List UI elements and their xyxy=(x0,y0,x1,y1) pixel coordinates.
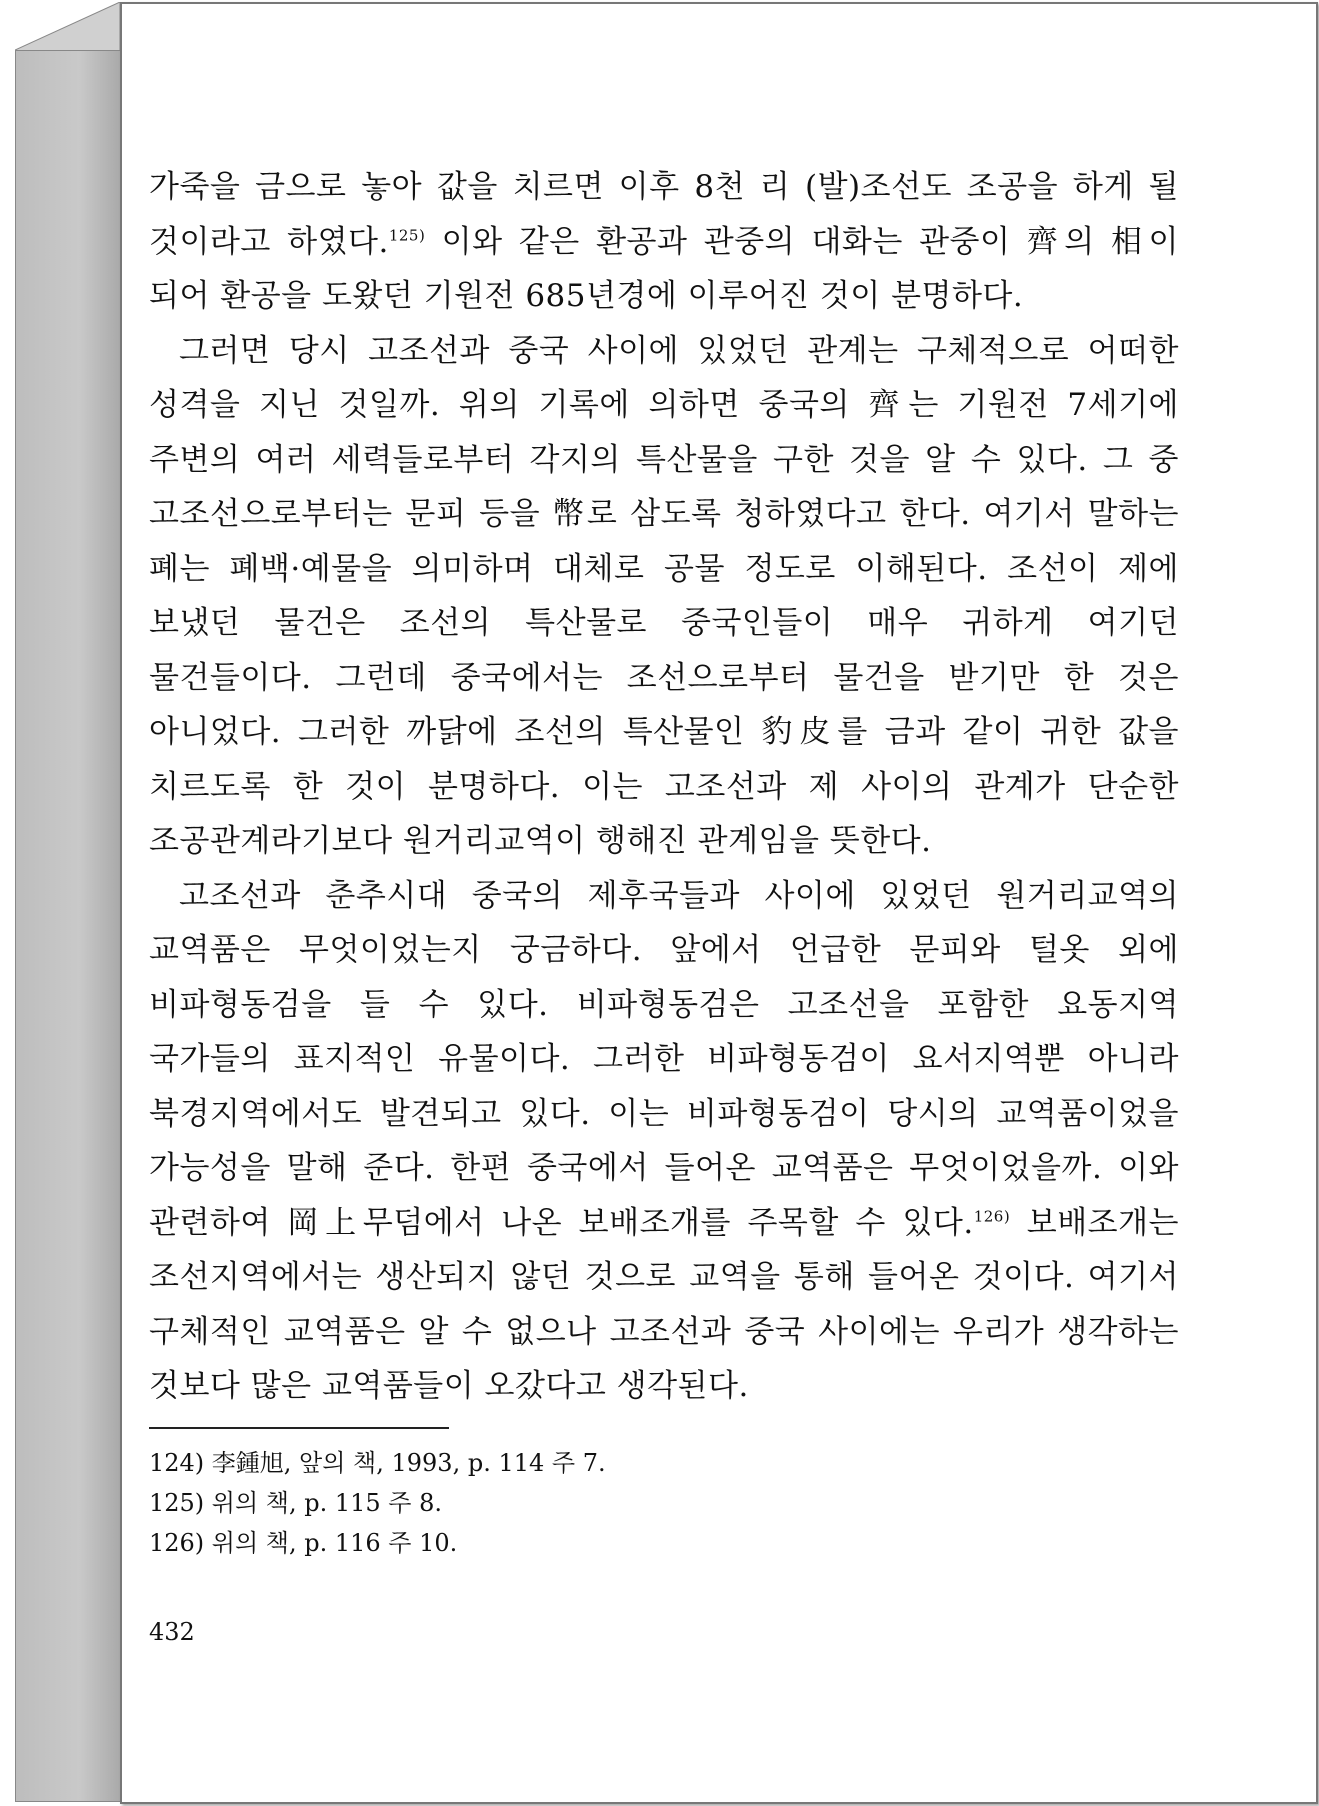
footnote-reference: 126) xyxy=(973,1207,1011,1226)
paragraph-text: 고조선과 춘추시대 중국의 제후국들과 사이에 있었던 원거리교역의 교역품은 무엇이었는지 궁금하다. 앞에서 언급한 문피와 털옷 외에 비파형동검을 들 수 있다. 비파형동검은 고조선을 포함한 요동지역 국가들의 표지적인 유물이다. 그러한 비파형동검이 요서지역뿐 아니라 북경지역에서도 발견되고 있다. 이는 비파형동검이 당시의 교역품이었을 가능성을 말해 준다. 한편 중국에서 들어온 교역품은 무엇이었을까. 이와 관련하여 岡上무덤에서 나온 보배조개를 주목할 수 있다. xyxy=(149,877,1179,1241)
footnotes xyxy=(149,1443,1049,1563)
footnote-reference: 125) xyxy=(388,226,426,245)
book-spine xyxy=(15,50,122,1802)
book-spine-top xyxy=(15,2,122,52)
paragraph xyxy=(149,160,1179,324)
paragraph-text: 이와 같은 환공과 관중의 대화는 관중이 齊의 相이 되어 환공을 도왔던 기원전 685년경에 이루어진 것이 분명하다. xyxy=(149,223,1179,314)
paragraph xyxy=(149,869,1179,1414)
paragraph-text: 가죽을 금으로 놓아 값을 치르면 이후 8천 리 (발)조선도 조공을 하게 될 것이라고 하였다. xyxy=(149,169,1179,260)
paragraph-text: 보배조개는 조선지역에서는 생산되지 않던 것으로 교역을 통해 들어온 것이다. 여기서 구체적인 교역품은 알 수 없으나 고조선과 중국 사이에는 우리가 생각하는 것보다 많은 교역품들이 오갔다고 생각된다. xyxy=(149,1204,1180,1404)
footnote-126: 126) 위의 책, p. 116 주 10. xyxy=(149,1529,458,1557)
footnote-rule xyxy=(149,1427,449,1429)
paragraph xyxy=(149,324,1179,869)
footnote-125: 125) 위의 책, p. 115 주 8. xyxy=(149,1489,443,1517)
paragraph-text: 그러면 당시 고조선과 중국 사이에 있었던 관계는 구체적으로 어떠한 성격을 지닌 것일까. 위의 기록에 의하면 중국의 齊는 기원전 7세기에 주변의 여러 세력들로부터 각지의 특산물을 구한 것을 알 수 있다. 그 중 고조선으로부터는 문피 등을 幣로 삼도록 청하였다고 한다. 여기서 말하는 폐는 폐백·예물을 의미하며 대체로 공물 정도로 이해된다. 조선이 제에 보냈던 물건은 조선의 특산물로 중국인들이 매우 귀하게 여기던 물건들이다. 그런데 중국에서는 조선으로부터 물건을 받기만 한 것은 아니었다. 그러한 까닭에 조선의 특산물인 豹皮를 금과 같이 귀한 값을 치르도록 한 것이 분명하다. 이는 고조선과 제 사이의 관계가 단순한 조공관계라기보다 원거리교역이 행해진 관계임을 뜻한다. xyxy=(149,332,1179,859)
page-number: 432 xyxy=(149,1618,195,1646)
body-text xyxy=(149,160,1179,1414)
footnote-124: 124) 李鍾旭, 앞의 책, 1993, p. 114 주 7. xyxy=(149,1449,606,1477)
